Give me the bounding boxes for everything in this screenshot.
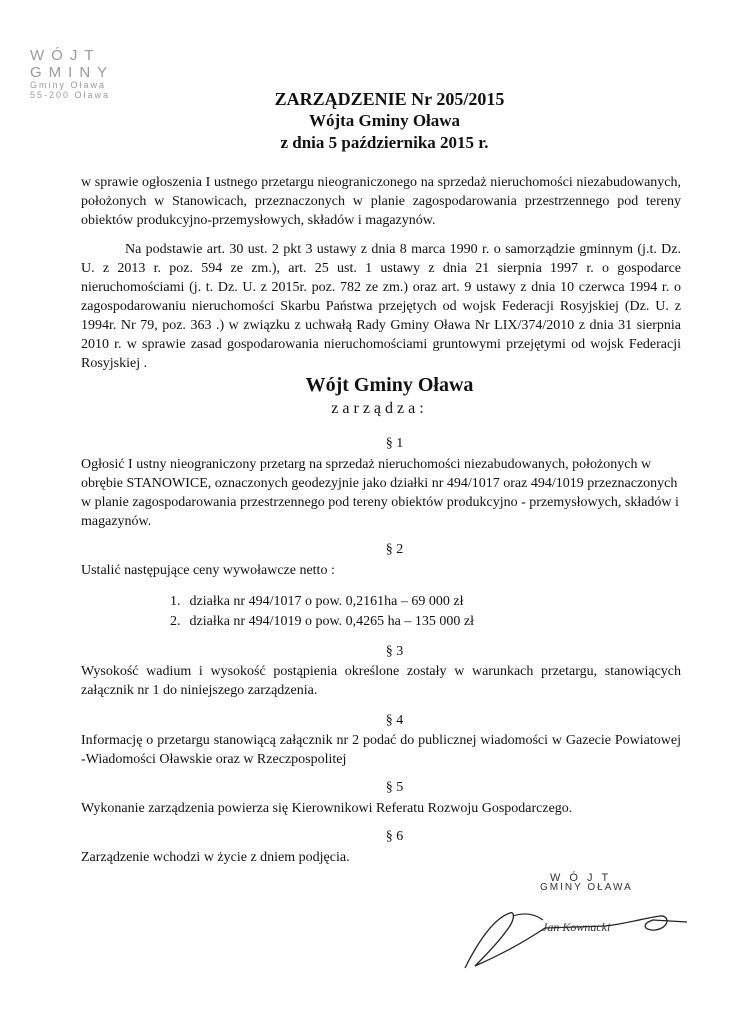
price-item: [170, 612, 474, 632]
document-subject: w sprawie ogłoszenia I ustnego przetargu nieograniczonego na sprzedaż nieruchomości niezabudowanych, położonych w Stanowicach, przeznaczonych w planie zagospodarowania przestrzennego pod tereny obiektów produkcyjno-przemysłowych, składów i magazynów.: [81, 175, 681, 228]
legal-basis: [81, 240, 681, 373]
price-list: [170, 592, 474, 632]
signature-stamp-line-2: GMINY OŁAWA: [540, 882, 633, 893]
section-1-text: Ogłosić I ustny nieograniczony przetarg na sprzedaż nieruchomości niezabudowanych, położonych w obrębie STANOWICE, oznaczonych geodezyjnie jako działki nr 494/1017 oraz 494/1019 przeznaczonych w planie zagospodarowania przestrzennego pod tereny obiektów produkcyjno - przemysłowych, składów i magazynów.: [81, 457, 679, 529]
authority-name: Wójt Gminy Oława: [305, 374, 474, 396]
price-item-number: 2.: [170, 614, 181, 629]
section-6-label: § 6: [385, 829, 404, 844]
signature-stamp: [540, 872, 633, 893]
section-4-label: § 4: [385, 713, 404, 728]
stamp-line-1: WÓJT GMINY: [30, 47, 115, 81]
stamp-line-3: 55-200 Oława: [30, 89, 111, 100]
price-item: [170, 592, 474, 612]
section-2-text: Ustalić następujące ceny wywoławcze netto :: [81, 563, 335, 578]
handwritten-signature: [455, 898, 695, 978]
legal-basis-text: Na podstawie art. 30 ust. 2 pkt 3 ustawy z dnia 8 marca 1990 r. o samorządzie gminnym (j.t. Dz. U. z 2013 r. poz. 594 ze zm.), art. 25 ust. 1 ustawy z dnia 21 sierpnia 1997 r. o gospodarce nieruchomościami (j. t. Dz. U. z 2015r. poz. 782 ze zm.) oraz art. 9 ustawy z dnia 10 czerwca 1994 r. o zagospodarowaniu nieruchomości Skarbu Państwa przejętych od wojsk Federacji Rosyjskiej (Dz. U. z 1994r. Nr 79, poz. 363 .) w związku z uchwałą Rady Gminy Oława Nr LIX/374/2010 z dnia 31 sierpnia 2010 r. w sprawie zasad gospodarowania nieruchomościami gruntowymi przejętymi od wojsk Federacji Rosyjskiej .: [81, 242, 681, 371]
section-2-label: § 2: [385, 542, 404, 557]
price-item-text: działka nr 494/1019 o pow. 0,4265 ha – 135 000 zł: [189, 614, 474, 629]
signature-stamp-line-1: WÓJT: [550, 872, 618, 884]
authority-verb: zarządza:: [331, 400, 428, 417]
section-5-text: Wykonanie zarządzenia powierza się Kierownikowi Referatu Rozwoju Gospodarczego.: [81, 801, 573, 816]
price-item-number: 1.: [170, 594, 181, 609]
price-item-text: działka nr 494/1017 o pow. 0,2161ha – 69 000 zł: [189, 594, 464, 609]
stamp-line-2: Gminy Oława: [30, 80, 107, 90]
section-5-label: § 5: [385, 780, 404, 795]
document-date: z dnia 5 października 2015 r.: [280, 133, 489, 152]
document-header: [0, 88, 739, 154]
section-3-label: § 3: [385, 644, 404, 659]
section-1-label: § 1: [385, 436, 404, 451]
signature-name: Jan Kownacki: [542, 920, 611, 934]
document-title: ZARZĄDZENIE Nr 205/2015: [274, 89, 505, 109]
section-6-text: Zarządzenie wchodzi w życie z dniem podjęcia.: [81, 850, 350, 865]
document-issuer: Wójta Gminy Oława: [308, 111, 461, 130]
section-3-text: Wysokość wadium i wysokość postąpienia określone zostały w warunkach przetargu, stanowiących załącznik nr 1 do niniejszego zarządzenia.: [81, 664, 681, 698]
section-4-text: Informację o przetargu stanowiącą załącznik nr 2 podać do publicznej wiadomości w Gazecie Powiatowej -Wiadomości Oławskie oraz w Rzeczpospolitej: [81, 733, 681, 767]
